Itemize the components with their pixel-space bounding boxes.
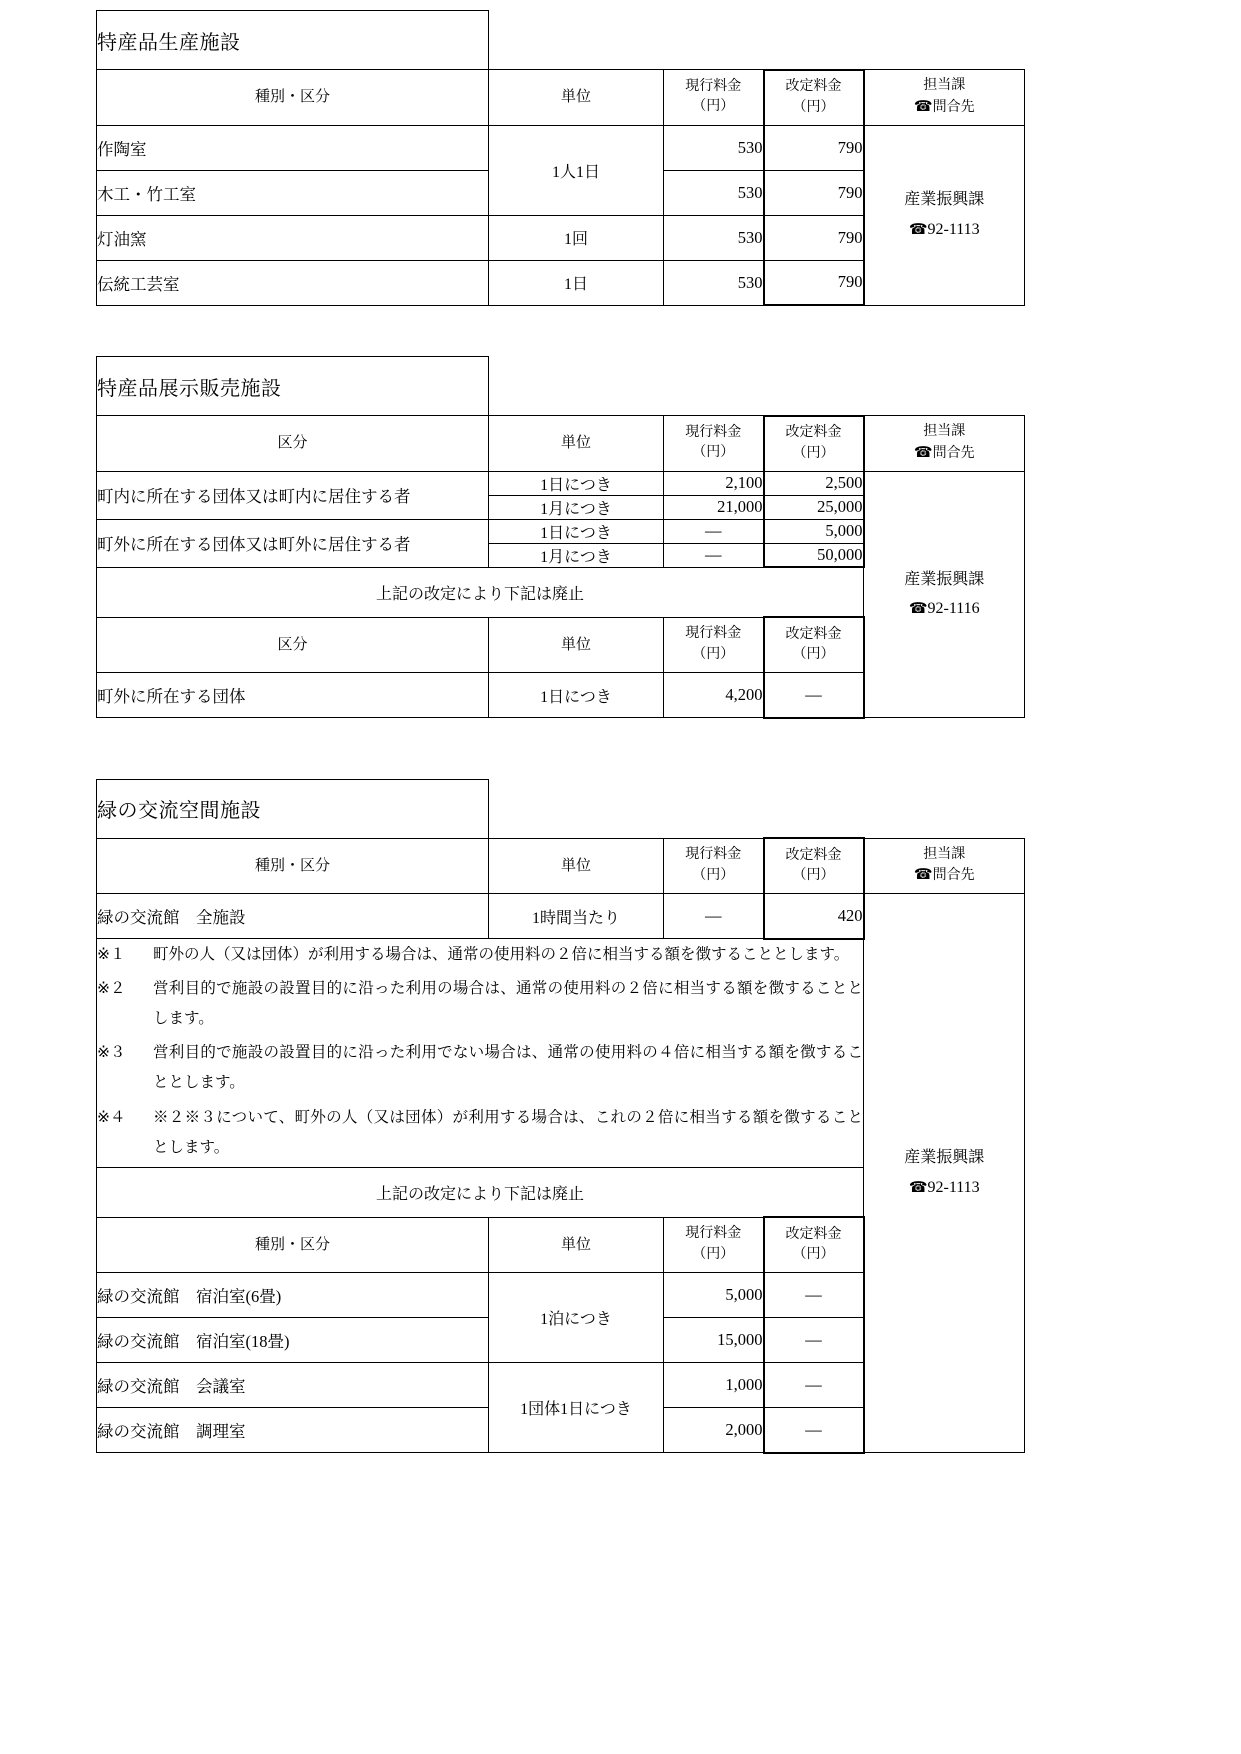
- row-unit: 1人1日: [489, 125, 664, 215]
- header-department-line2: [865, 97, 1025, 119]
- row-revised-fee: 790: [764, 125, 864, 170]
- section-gap: [96, 719, 1241, 779]
- row-unit: 1時間当たり: [489, 894, 664, 939]
- department-name: 産業振興課: [904, 1149, 985, 1167]
- department-name: 産業振興課: [904, 191, 985, 209]
- header-unit: 単位: [489, 617, 664, 673]
- header-kind: 種別・区分: [97, 1217, 489, 1273]
- note-item: [97, 1038, 863, 1098]
- row-current-fee: 2,000: [664, 1408, 764, 1453]
- header-revised-fee-line1: 改定料金: [785, 425, 842, 441]
- header-current-fee-line2: （円）: [692, 445, 735, 461]
- department-tel-number: 92-1113: [927, 220, 980, 238]
- header-department: [864, 70, 1025, 126]
- note-item: [97, 1103, 863, 1163]
- abolish-note: 上記の改定により下記は廃止: [97, 1168, 864, 1218]
- row-unit: 1月につき: [489, 543, 664, 567]
- note-marker: ※４: [97, 1108, 126, 1126]
- header-contact-label: 問合先: [932, 99, 975, 115]
- header-current-fee: [664, 1217, 764, 1273]
- row-kind: 灯油窯: [97, 215, 489, 260]
- title-spacer: [489, 357, 664, 416]
- phone-icon: ☎: [908, 1179, 928, 1196]
- row-kind: 緑の交流館 調理室: [97, 1408, 489, 1453]
- header-current-fee-line2: （円）: [692, 646, 735, 662]
- row-department: [864, 471, 1025, 718]
- table-title: 特産品展示販売施設: [97, 357, 489, 416]
- header-current-fee-line1: 現行料金: [685, 847, 742, 863]
- header-revised-fee-line1: 改定料金: [785, 626, 842, 642]
- title-spacer: [864, 357, 1025, 416]
- row-kind: 木工・竹工室: [97, 170, 489, 215]
- row-unit: 1日につき: [489, 471, 664, 495]
- header-current-fee: [664, 416, 764, 472]
- table-row: [97, 894, 1025, 939]
- row-kind: 緑の交流館 宿泊室(18畳): [97, 1318, 489, 1363]
- section-gap: [96, 306, 1241, 356]
- note-marker: ※３: [97, 1044, 126, 1062]
- table-title-row: [97, 357, 1025, 416]
- title-spacer: [489, 779, 664, 838]
- row-kind: 緑の交流館 会議室: [97, 1363, 489, 1408]
- title-spacer: [764, 779, 864, 838]
- note-item: [97, 974, 863, 1034]
- header-department: [864, 838, 1025, 894]
- note-item: [97, 940, 863, 970]
- row-kind: 町外に所在する団体又は町外に居住する者: [97, 519, 489, 567]
- row-kind: 緑の交流館 宿泊室(6畳): [97, 1273, 489, 1318]
- header-contact-label: 問合先: [932, 868, 975, 884]
- header-kind: 種別・区分: [97, 838, 489, 894]
- row-current-fee: —: [664, 519, 764, 543]
- row-revised-fee: —: [764, 1273, 864, 1318]
- header-revised-fee-line2: （円）: [792, 99, 835, 115]
- header-current-fee: [664, 838, 764, 894]
- header-revised-fee-line1: 改定料金: [785, 79, 842, 95]
- header-unit: 単位: [489, 838, 664, 894]
- header-contact-label: 問合先: [932, 445, 975, 461]
- note-marker: ※１: [97, 945, 126, 963]
- title-spacer: [764, 357, 864, 416]
- facility-table-3: [96, 779, 1241, 1454]
- department-tel: [865, 594, 1025, 624]
- row-current-fee: 530: [664, 170, 764, 215]
- row-revised-fee: —: [764, 673, 864, 718]
- note-text: 営利目的で施設の設置目的に沿った利用でない場合は、通常の使用料の４倍に相当する額を徴することとします。: [153, 1044, 863, 1092]
- header-department-line1: 担当課: [923, 78, 966, 94]
- row-kind: 町内に所在する団体又は町内に居住する者: [97, 471, 489, 519]
- header-revised-fee-line2: （円）: [792, 647, 835, 662]
- header-kind: 区分: [97, 416, 489, 472]
- row-revised-fee: —: [764, 1408, 864, 1453]
- row-current-fee: 530: [664, 260, 764, 305]
- phone-icon: ☎: [913, 98, 933, 115]
- row-current-fee: 4,200: [664, 673, 764, 718]
- row-revised-fee: 790: [764, 215, 864, 260]
- header-department-line2: [865, 443, 1025, 465]
- header-revised-fee: [764, 1217, 864, 1273]
- row-revised-fee: 2,500: [764, 471, 864, 495]
- row-current-fee: 2,100: [664, 471, 764, 495]
- header-kind: 区分: [97, 617, 489, 673]
- row-unit: 1月につき: [489, 495, 664, 519]
- note-text: ※２※３について、町外の人（又は団体）が利用する場合は、これの２倍に相当する額を徴することとします。: [153, 1108, 863, 1156]
- header-revised-fee: [764, 617, 864, 673]
- abolish-note: 上記の改定により下記は廃止: [97, 567, 864, 617]
- row-kind: 伝統工芸室: [97, 260, 489, 305]
- header-current-fee: [664, 70, 764, 126]
- title-spacer: [664, 357, 764, 416]
- row-unit: 1日: [489, 260, 664, 305]
- row-unit: 1日につき: [489, 673, 664, 718]
- row-unit: 1日につき: [489, 519, 664, 543]
- table-header-row: [97, 416, 1025, 472]
- header-revised-fee-line1: 改定料金: [785, 847, 842, 863]
- phone-icon: ☎: [908, 221, 928, 238]
- header-revised-fee-line2: （円）: [792, 868, 835, 883]
- row-kind: 緑の交流館 全施設: [97, 894, 489, 939]
- table-title-row: [97, 11, 1025, 70]
- department-tel: [865, 1173, 1025, 1203]
- header-unit: 単位: [489, 1217, 664, 1273]
- note-text: 営利目的で施設の設置目的に沿った利用の場合は、通常の使用料の２倍に相当する額を徴することとします。: [153, 979, 863, 1027]
- row-current-fee: 21,000: [664, 495, 764, 519]
- note-marker: ※２: [97, 979, 126, 997]
- row-kind: 作陶室: [97, 125, 489, 170]
- department-tel: [865, 215, 1025, 245]
- note-text: 町外の人（又は団体）が利用する場合は、通常の使用料の２倍に相当する額を徴することとします。: [153, 945, 850, 963]
- row-unit: 1団体1日につき: [489, 1363, 664, 1453]
- header-department-line2: [865, 865, 1025, 887]
- phone-icon: ☎: [908, 601, 928, 618]
- fee-table-tokusanhin-seisan: [96, 10, 1025, 306]
- row-current-fee: 530: [664, 125, 764, 170]
- row-current-fee: 1,000: [664, 1363, 764, 1408]
- row-revised-fee: 790: [764, 260, 864, 305]
- header-revised-fee-line2: （円）: [792, 445, 835, 461]
- facility-table-1: [96, 10, 1241, 306]
- notes-block: [97, 939, 864, 1168]
- row-revised-fee: —: [764, 1363, 864, 1408]
- header-department-line1: 担当課: [923, 846, 966, 862]
- row-current-fee: 5,000: [664, 1273, 764, 1318]
- row-current-fee: —: [664, 894, 764, 939]
- table-header-row: [97, 70, 1025, 126]
- header-revised-fee: [764, 416, 864, 472]
- title-spacer: [864, 779, 1025, 838]
- header-kind: 種別・区分: [97, 70, 489, 126]
- header-revised-fee-line1: 改定料金: [785, 1226, 842, 1242]
- row-kind: 町外に所在する団体: [97, 673, 489, 718]
- facility-table-2: [96, 356, 1241, 719]
- department-name: 産業振興課: [904, 570, 985, 588]
- header-current-fee-line1: 現行料金: [685, 1226, 742, 1242]
- table-title: 緑の交流空間施設: [97, 779, 489, 838]
- header-revised-fee-line2: （円）: [792, 1247, 835, 1263]
- row-department: [864, 125, 1025, 305]
- header-current-fee-line2: （円）: [692, 867, 735, 883]
- title-spacer: [664, 779, 764, 838]
- title-spacer: [664, 11, 764, 70]
- department-tel-number: 92-1116: [927, 600, 980, 618]
- fee-table-midori-koryu: [96, 779, 1025, 1454]
- row-unit: 1泊につき: [489, 1273, 664, 1363]
- row-current-fee: —: [664, 543, 764, 567]
- department-tel-number: 92-1113: [927, 1178, 980, 1196]
- header-current-fee-line1: 現行料金: [685, 78, 742, 94]
- fee-table-tokusanhin-tenji: [96, 356, 1025, 719]
- row-revised-fee: —: [764, 1318, 864, 1363]
- row-department: [864, 894, 1025, 1453]
- table-title-row: [97, 779, 1025, 838]
- title-spacer: [489, 11, 664, 70]
- header-current-fee-line2: （円）: [692, 99, 735, 115]
- table-title: 特産品生産施設: [97, 11, 489, 70]
- header-revised-fee: [764, 70, 864, 126]
- title-spacer: [864, 11, 1025, 70]
- table-row: [97, 125, 1025, 170]
- title-spacer: [764, 11, 864, 70]
- row-current-fee: 530: [664, 215, 764, 260]
- header-current-fee-line1: 現行料金: [685, 424, 742, 440]
- table-header-row: [97, 838, 1025, 894]
- row-revised-fee: 50,000: [764, 543, 864, 567]
- row-revised-fee: 5,000: [764, 519, 864, 543]
- phone-icon: ☎: [913, 867, 933, 884]
- row-unit: 1回: [489, 215, 664, 260]
- row-revised-fee: 420: [764, 894, 864, 939]
- header-current-fee: [664, 617, 764, 673]
- header-unit: 単位: [489, 70, 664, 126]
- row-current-fee: 15,000: [664, 1318, 764, 1363]
- header-department: [864, 416, 1025, 472]
- header-current-fee-line2: （円）: [692, 1246, 735, 1262]
- table-row: [97, 471, 1025, 495]
- header-unit: 単位: [489, 416, 664, 472]
- header-current-fee-line1: 現行料金: [685, 626, 742, 642]
- header-department-line1: 担当課: [923, 424, 966, 440]
- header-revised-fee: [764, 838, 864, 894]
- row-revised-fee: 25,000: [764, 495, 864, 519]
- row-revised-fee: 790: [764, 170, 864, 215]
- phone-icon: ☎: [913, 444, 933, 461]
